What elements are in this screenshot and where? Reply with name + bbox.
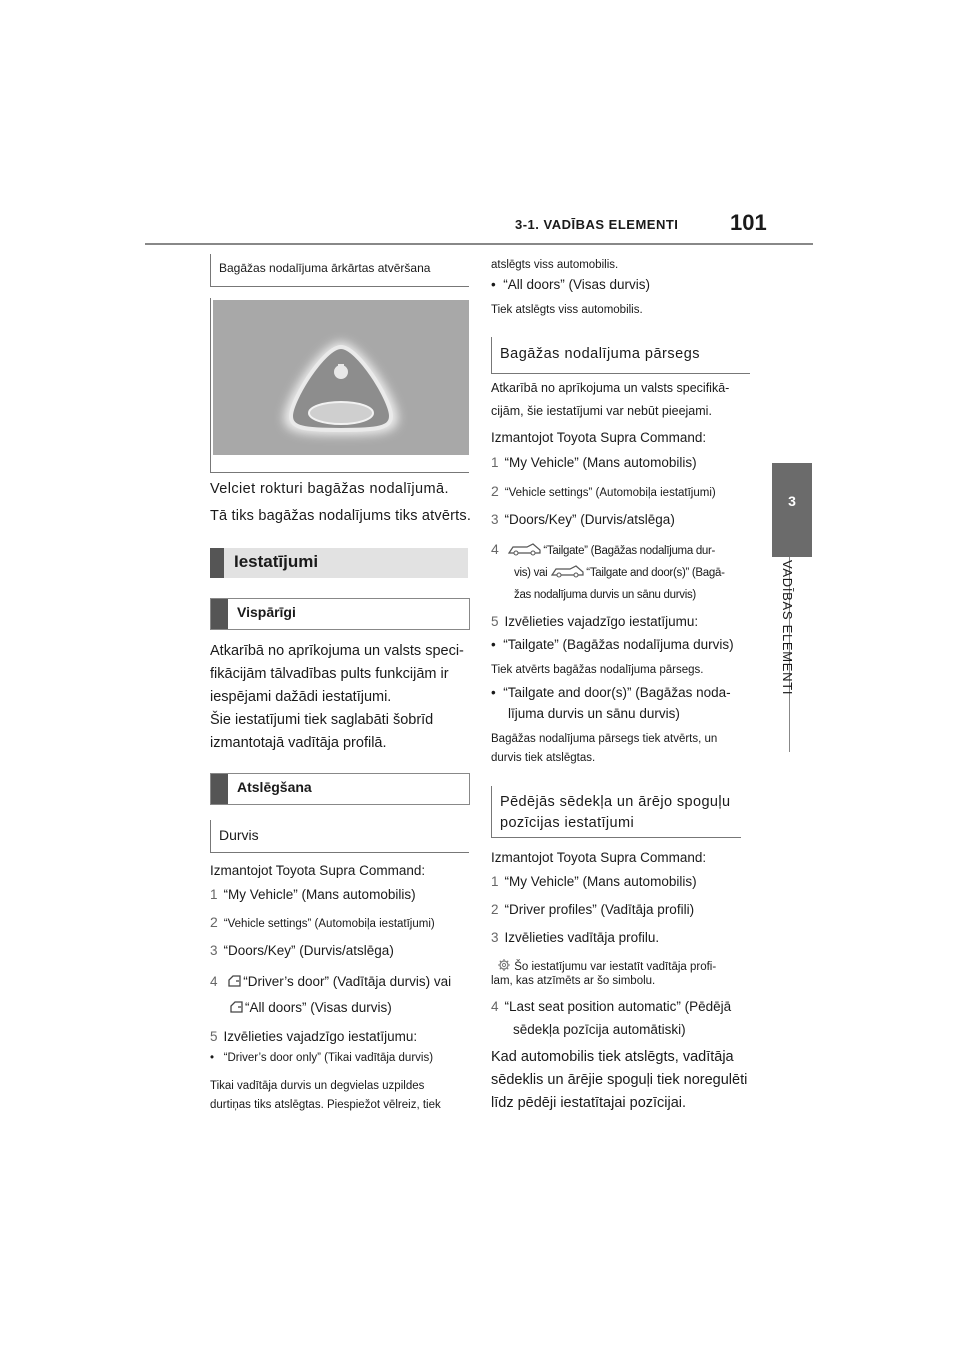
step-item	[210, 941, 394, 961]
option-note: Tiek atslēgts viss automobilis.	[491, 304, 643, 316]
step-text: “Tailgate” (Bagāžas nodalījuma dur-	[543, 545, 716, 557]
option-text: “Tailgate” (Bagāžas nodalījuma durvis)	[503, 637, 734, 652]
profile-note-continued: lam, kas atzīmēts ar šo simbolu.	[491, 975, 656, 987]
step-text: “Doors/Key” (Durvis/atslēga)	[223, 943, 394, 958]
step-item-continued	[229, 998, 392, 1018]
step-text: Izvēlieties vadītāja profilu.	[504, 930, 660, 945]
step-item	[491, 481, 716, 503]
caption-last-position	[491, 786, 741, 838]
option-text: “Driver’s door only” (Tikai vadītāja durvis)	[223, 1052, 434, 1064]
step-number: 2	[491, 483, 499, 499]
chapter-label: VADĪBAS ELEMENTI	[780, 560, 795, 696]
profile-note-text: Šo iestatījumu var iestatīt vadītāja profi-	[514, 961, 717, 973]
step-item	[491, 612, 698, 632]
step-text: “All doors” (Visas durvis)	[245, 1000, 392, 1015]
step-item	[491, 872, 697, 892]
profile-note	[491, 958, 716, 974]
option-text-continued: lījuma durvis un sānu durvis)	[508, 706, 680, 721]
step-item	[491, 510, 675, 530]
step-text: “Driver profiles” (Vadītāja profili)	[504, 902, 695, 917]
step-item	[210, 972, 451, 992]
chapter-number: 3	[788, 493, 796, 509]
final-para-line: Kad automobilis tiek atslēgts, vadītāja	[491, 1049, 734, 1065]
caption-emergency-release: Bagāžas nodalījuma ārkārtas atvēršana	[210, 254, 469, 287]
step-number: 4	[491, 541, 499, 557]
step-text: “My Vehicle” (Mans automobilis)	[223, 887, 416, 902]
option-bullet: • “Driver’s door only” (Tikai vadītāja durvis)	[210, 1052, 434, 1064]
step-item	[210, 885, 416, 905]
step-text: “Vehicle settings” (Automobiļa iestatījumi)	[223, 918, 435, 930]
final-para-line: līdz pēdēji iestatītajai pozīcijai.	[491, 1095, 687, 1111]
option-bullet: • “Tailgate” (Bagāžas nodalījuma durvis)	[491, 637, 734, 652]
option-note: Bagāžas nodalījuma pārsegs tiek atvērts, un	[491, 733, 718, 745]
figure-result: Tā tiks bagāžas nodalījums tiks atvērts.	[210, 508, 472, 524]
general-para-line: iespējami dažādi iestatījumi.	[210, 689, 392, 705]
step-number: 3	[491, 512, 499, 527]
heading-unlocking	[210, 773, 470, 805]
step-item-continued	[514, 563, 725, 583]
option-note: Tikai vadītāja durvis un degvielas uzpildes	[210, 1080, 425, 1092]
car-tailgate-doors-icon	[550, 564, 586, 578]
caption-line: Pēdējās sēdekļa un ārējo spoguļu	[500, 794, 731, 810]
step-text: Izvēlieties vajadzīgo iestatījumu:	[504, 614, 699, 629]
trunk-release-image	[213, 300, 469, 455]
step-number: 5	[491, 614, 499, 629]
step-number: 4	[491, 999, 499, 1014]
figure-instruction: Velciet rokturi bagāžas nodalījumā.	[210, 481, 449, 497]
step-number: 1	[491, 455, 499, 470]
step-item-continued: žas nodalījuma durvis un sānu durvis)	[514, 589, 696, 601]
step-item	[491, 539, 715, 561]
option-bullet: • “All doors” (Visas durvis)	[491, 277, 651, 292]
general-para-line: izmantotajā vadītāja profilā.	[210, 735, 387, 751]
general-para-line: Atkarībā no aprīkojuma un valsts speci-	[210, 643, 464, 659]
section-title: 3-1. VADĪBAS ELEMENTI	[515, 217, 679, 232]
step-item	[491, 453, 697, 473]
option-note: durtiņas tiks atslēgtas. Piespiežot vēlreiz, tiek	[210, 1099, 441, 1111]
caption-line: pozīcijas iestatījumi	[500, 815, 635, 831]
step-text: “Last seat position automatic” (Pēdējā	[504, 999, 732, 1014]
heading-unlocking-text: Atslēgšana	[237, 779, 312, 795]
step-number: 1	[210, 887, 218, 902]
command-intro: Izmantojot Toyota Supra Command:	[210, 863, 426, 878]
step-text: “Doors/Key” (Durvis/atslēga)	[504, 512, 675, 527]
gear-icon	[497, 958, 511, 972]
step-number: 2	[491, 902, 499, 917]
option-text: “Tailgate and door(s)” (Bagāžas noda-	[503, 685, 731, 700]
door-icon	[227, 974, 243, 988]
trunk-para-line: cijām, šie iestatījumi var nebūt pieejami.	[491, 404, 712, 418]
chapter-tab	[772, 463, 812, 557]
step-item	[210, 1027, 417, 1047]
step-number: 5	[210, 1029, 218, 1044]
car-tailgate-icon	[507, 542, 543, 556]
heading-settings	[210, 548, 468, 578]
step-text: “My Vehicle” (Mans automobilis)	[504, 455, 697, 470]
option-text: “All doors” (Visas durvis)	[503, 277, 651, 292]
heading-general-text: Vispārīgi	[237, 604, 296, 620]
step-number: 3	[210, 943, 218, 958]
step-item	[210, 912, 435, 934]
heading-general	[210, 598, 470, 630]
general-para-line: fikācijām tālvadības pults funkcijām ir	[210, 666, 449, 682]
trunk-para-line: Atkarībā no aprīkojuma un valsts specifikā-	[491, 381, 730, 395]
option-note: atslēgts viss automobilis.	[491, 259, 619, 271]
final-para-line: sēdeklis un ārējie spoguļi tiek noregulēti	[491, 1072, 748, 1088]
command-intro: Izmantojot Toyota Supra Command:	[491, 850, 707, 865]
all-doors-icon	[229, 1000, 245, 1014]
caption-doors: Durvis	[210, 820, 469, 853]
option-note: durvis tiek atslēgtas.	[491, 752, 596, 764]
general-para-line: Šie iestatījumi tiek saglabāti šobrīd	[210, 712, 434, 728]
step-item-continued: sēdekļa pozīcija automātiski)	[513, 1022, 686, 1037]
trunk-release-figure	[210, 298, 469, 473]
header-divider	[145, 243, 813, 245]
step-number: 2	[210, 914, 218, 930]
step-text: “Tailgate and door(s)” (Bagā-	[586, 567, 725, 579]
trunk-release-handle-icon	[213, 300, 469, 455]
step-number: 1	[491, 874, 499, 889]
step-text: Izvēlieties vajadzīgo iestatījumu:	[223, 1029, 418, 1044]
option-bullet: • “Tailgate and door(s)” (Bagāžas noda-	[491, 685, 731, 700]
command-intro: Izmantojot Toyota Supra Command:	[491, 430, 707, 445]
caption-trunk-lid: Bagāžas nodalījuma pārsegs	[491, 337, 750, 374]
page-number: 101	[730, 210, 767, 235]
step-text: “My Vehicle” (Mans automobilis)	[504, 874, 697, 889]
step-text: vis) vai	[514, 567, 548, 579]
step-item	[491, 900, 694, 920]
step-item	[491, 997, 731, 1017]
step-number: 3	[491, 930, 499, 945]
step-item	[491, 928, 659, 948]
option-note: Tiek atvērts bagāžas nodalījuma pārsegs.	[491, 664, 704, 676]
step-number: 4	[210, 974, 218, 989]
step-text: “Driver’s door” (Vadītāja durvis) vai	[243, 974, 452, 989]
step-text: “Vehicle settings” (Automobiļa iestatījumi)	[504, 487, 716, 499]
heading-settings-text: Iestatījumi	[234, 552, 319, 571]
